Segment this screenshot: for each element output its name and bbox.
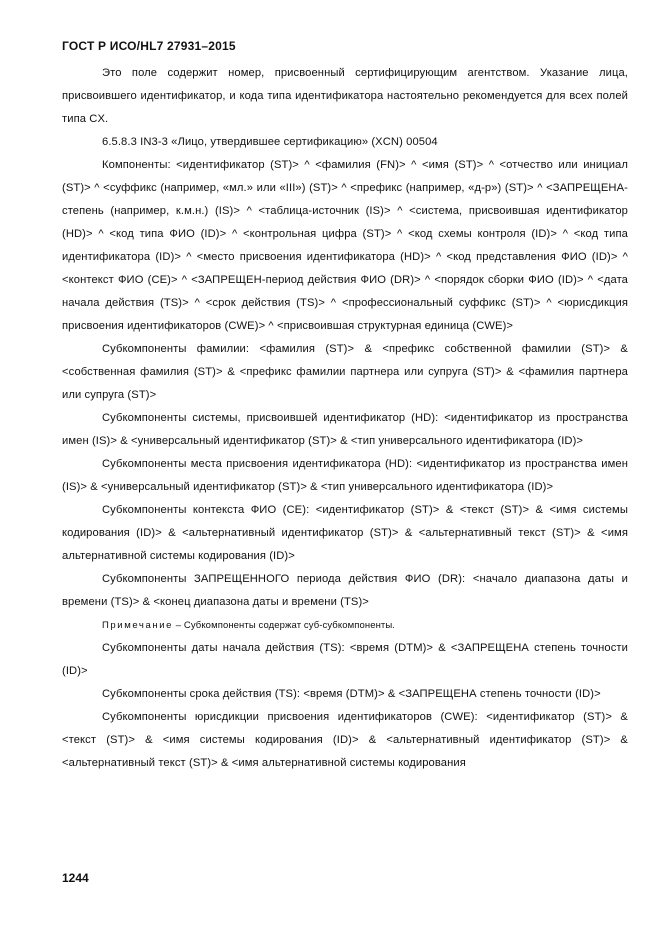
- note-text: – Субкомпоненты содержат суб-субкомпоненты.: [173, 620, 396, 631]
- paragraph-surname-subcomponents: Субкомпоненты фамилии: <фамилия (ST)> & <префикс собственной фамилии (ST)> & <собственная фамилия (ST)> & <префикс фамилии партнера или супруга (ST)> & <фамилия партнера или супруга (ST)>: [62, 343, 628, 401]
- paragraph-assigning-system-subcomponents: Субкомпоненты системы, присвоившей идентификатор (HD): <идентификатор из пространства имен (IS)> & <универсальный идентификатор (ST)> & <тип универсального идентификатора (ID)>: [62, 412, 628, 447]
- document-header: ГОСТ Р ИСО/HL7 27931–2015: [62, 39, 236, 53]
- body-text: [62, 62, 628, 775]
- paragraph-components: Компоненты: <идентификатор (ST)> ^ <фамилия (FN)> ^ <имя (ST)> ^ <отчество или инициал (ST)> ^ <суффикс (например, «мл.» или «III») (ST)> ^ <префикс (например, «д-р») (ST)> ^ <ЗАПРЕЩЕНА-степень (например, к.м.н.) (IS)> ^ <таблица-источник (IS)> ^ <система, присвоившая идентификатор (HD)> ^ <код типа ФИО (ID)> ^ <контрольная цифра (ST)> ^ <код схемы контроля (ID)> ^ <код типа идентификатора (ID)> ^ <место присвоения идентификатора (HD)> ^ <код представления ФИО (ID)> ^ <контекст ФИО (CE)> ^ <ЗАПРЕЩЕН-период действия ФИО (DR)> ^ <порядок сборки ФИО (ID)> ^ <дата начала действия (TS)> ^ <срок действия (TS)> ^ <профессиональный суффикс (ST)> ^ <юрисдикция присвоения идентификаторов (CWE)> ^ <присвоившая структурная единица (CWE)>: [62, 159, 628, 332]
- page-number: 1244: [62, 871, 89, 885]
- paragraph-name-validity-period-subcomponents: Субкомпоненты ЗАПРЕЩЕННОГО периода действия ФИО (DR): <начало диапазона даты и времени (TS)> & <конец диапазона даты и времени (TS)>: [62, 573, 628, 608]
- paragraph-jurisdiction-subcomponents: Субкомпоненты юрисдикции присвоения идентификаторов (CWE): <идентификатор (ST)> & <текст (ST)> & <имя системы кодирования (ID)> & <альтернативный идентификатор (ST)> & <альтернативный текст (ST)> & <имя альтернативной системы кодирования: [62, 711, 628, 769]
- paragraph-assigning-place-subcomponents: Субкомпоненты места присвоения идентификатора (HD): <идентификатор из пространства имен (IS)> & <универсальный идентификатор (ST)> & <тип универсального идентификатора (ID)>: [62, 458, 628, 493]
- paragraph-expiration-date-subcomponents: Субкомпоненты срока действия (TS): <время (DTM)> & <ЗАПРЕЩЕНА степень точности (ID)>: [102, 688, 601, 700]
- paragraph-name-context-subcomponents: Субкомпоненты контекста ФИО (CE): <идентификатор (ST)> & <текст (ST)> & <имя системы кодирования (ID)> & <альтернативный идентификатор (ST)> & <альтернативный текст (ST)> & <имя альтернативной системы кодирования (ID)>: [62, 504, 628, 562]
- paragraph-certifier-id: Это поле содержит номер, присвоенный сертифицирующим агентством. Указание лица, присвоившего идентификатор, и кода типа идентификатора настоятельно рекомендуется для всех полей типа CX.: [62, 67, 628, 125]
- note: [62, 614, 628, 637]
- note-label: Примечание: [102, 620, 173, 631]
- section-heading-in3-3: 6.5.8.3 IN3-3 «Лицо, утвердившее сертификацию» (XCN) 00504: [102, 136, 438, 148]
- paragraph-effective-date-subcomponents: Субкомпоненты даты начала действия (TS): <время (DTM)> & <ЗАПРЕЩЕНА степень точности (ID)>: [62, 642, 628, 677]
